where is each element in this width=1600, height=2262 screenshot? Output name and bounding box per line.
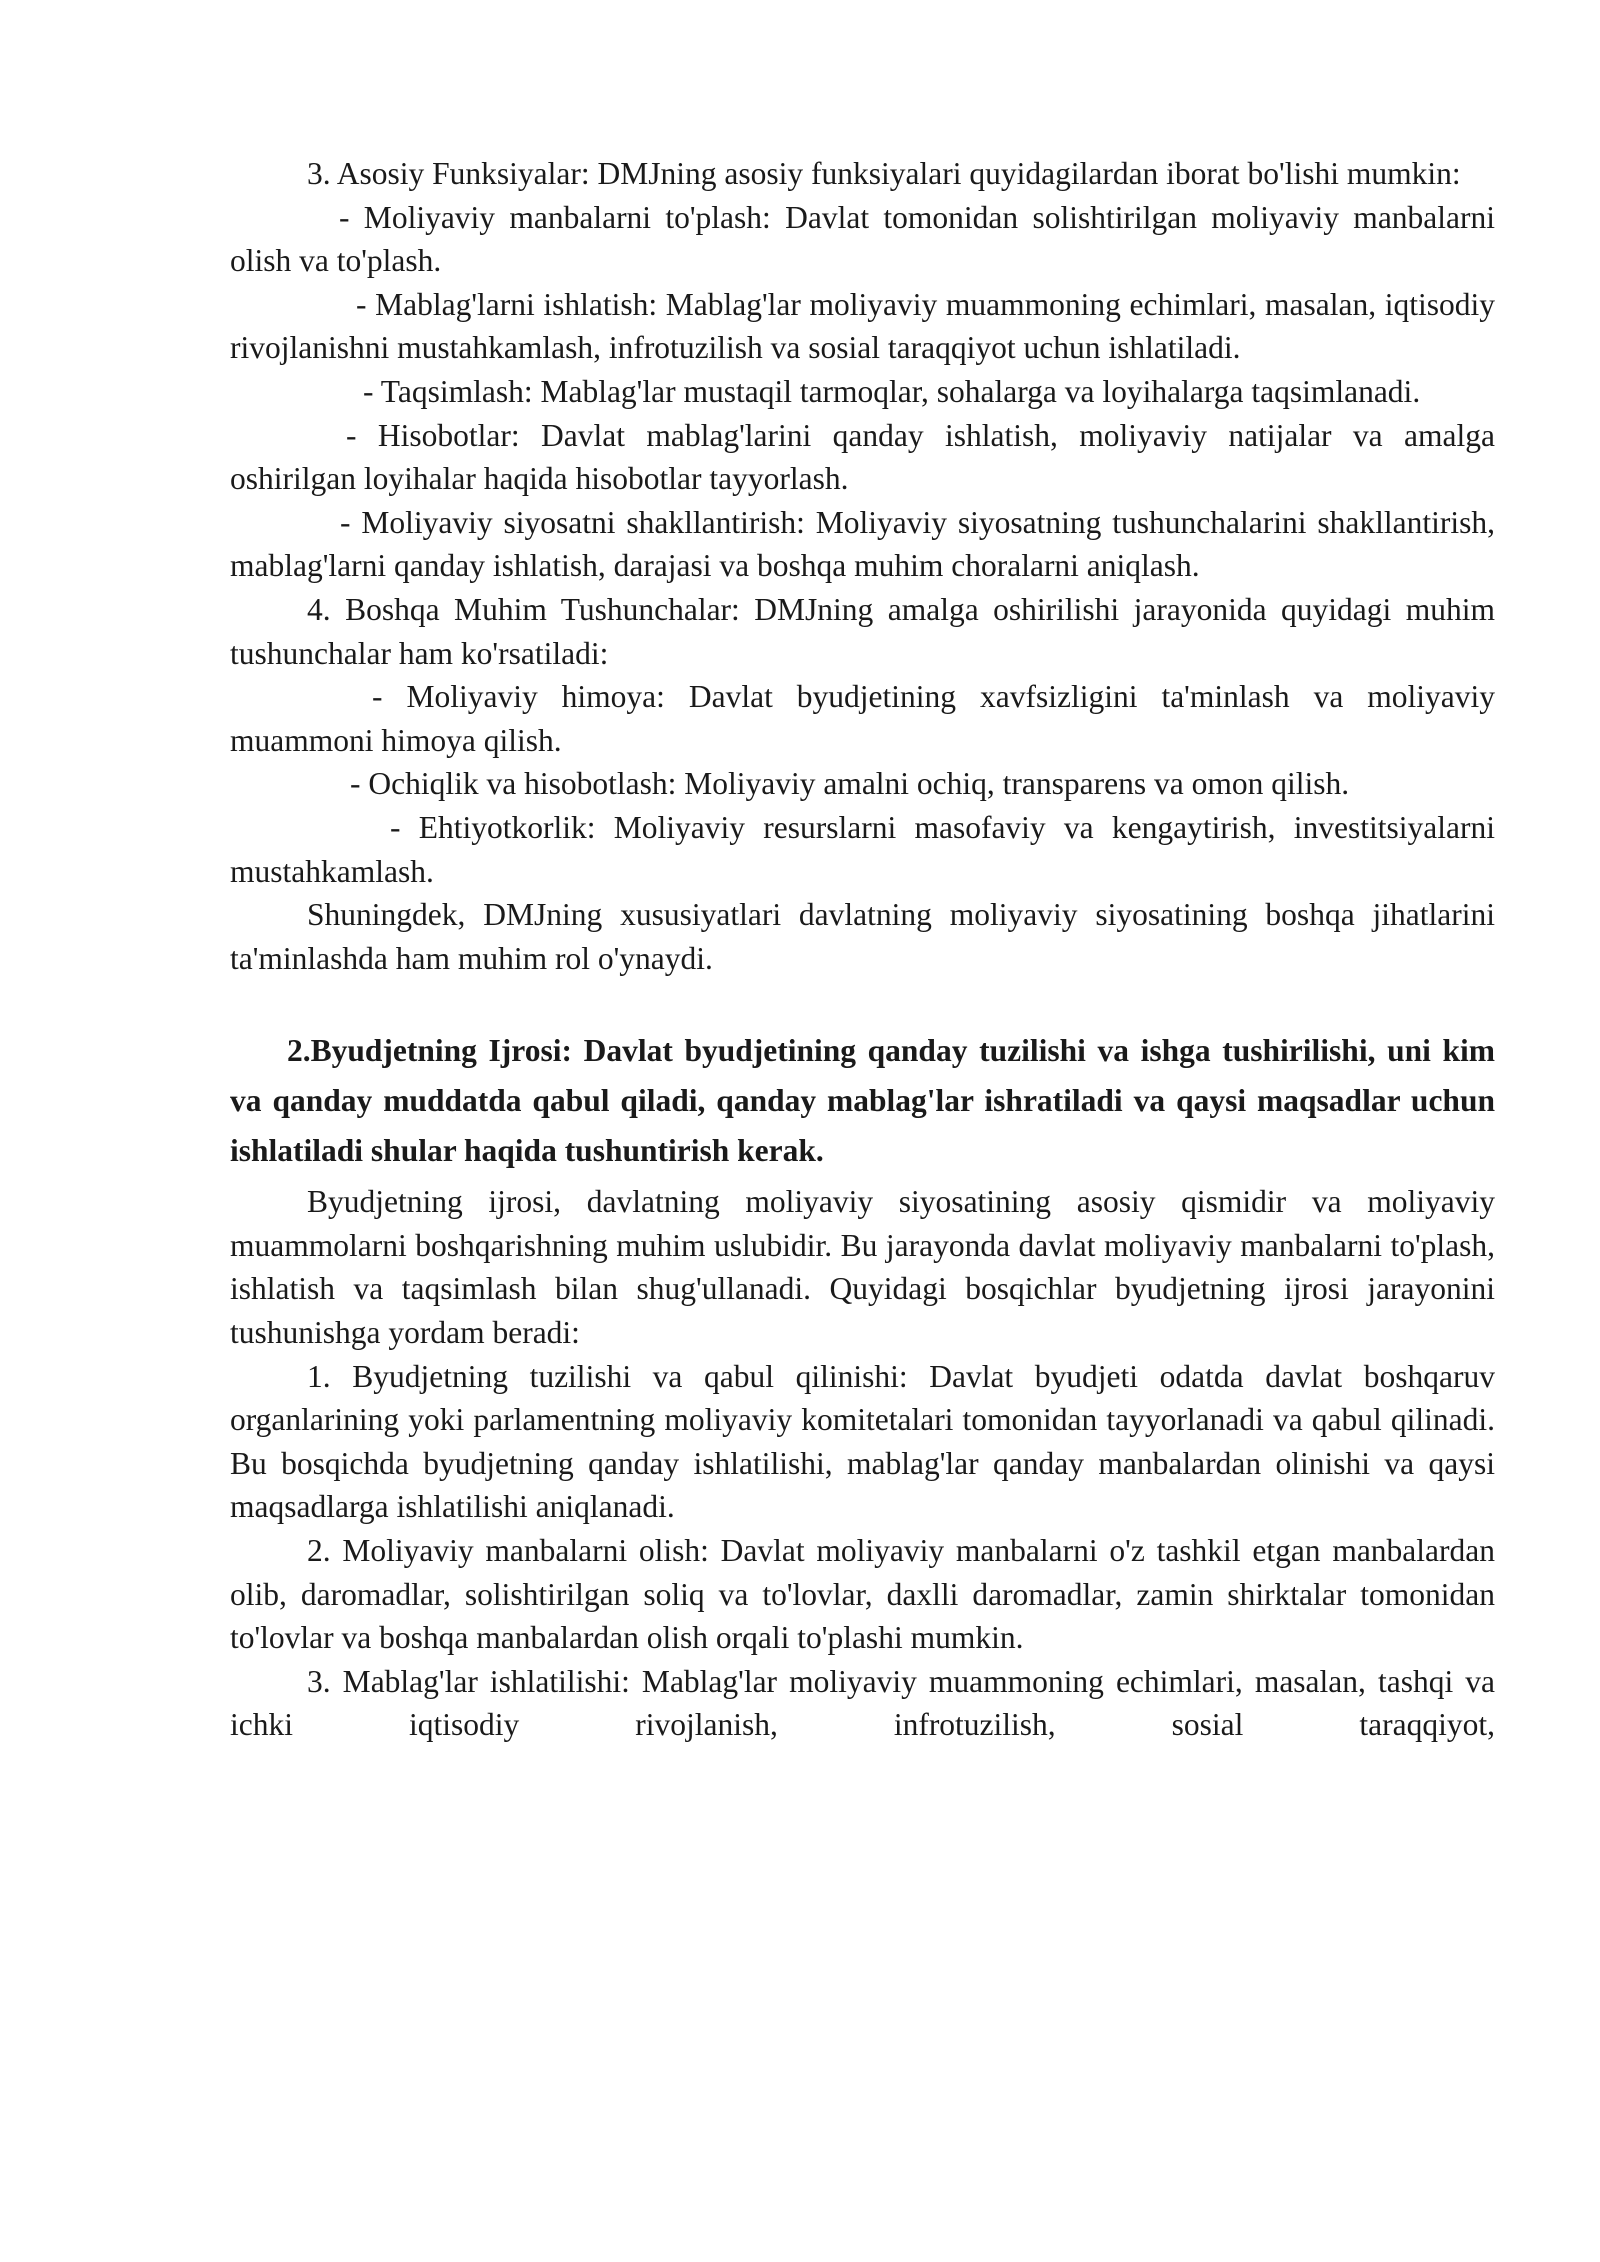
list-item-caution: - Ehtiyotkorlik: Moliyaviy resurslarni masofaviy va kengaytirish, investitsiyalarni mustahkamlash. xyxy=(230,809,1495,889)
paragraph-step-3: 3. Mablag'lar ishlatilishi: Mablag'lar moliyaviy muammoning echimlari, masalan, tashqi va ichki iqtisodiy rivojlanish, infrotuzilish, sosial taraqqiyot, xyxy=(230,1663,1495,1743)
list-item-openness-reporting: - Ochiqlik va hisobotlash: Moliyaviy amalni ochiq, transparens va omon qilish. xyxy=(350,766,1350,802)
paragraph-budget-execution-intro: Byudjetning ijrosi, davlatning moliyaviy siyosatining asosiy qismidir va moliyaviy muammolarni boshqarishning muhim uslubidir. Bu jarayonda davlat moliyaviy manbalarni to'plash, ishlatish va taqsimlash bilan shug'ullanadi. Quyidagi bosqichlar byudjetning ijrosi jarayonini tushunishga yordam beradi: xyxy=(230,1184,1495,1351)
paragraph-step-1: 1. Byudjetning tuzilishi va qabul qilinishi: Davlat byudjeti odatda davlat boshqaruv organlarining yoki parlamentning moliyaviy komitetalari tomonidan tayyorlanadi va qabul qilinadi. Bu bosqichda byudjetning qanday ishlatilishi, mablag'lar qanday manbalardan olinishi va qaysi maqsadlarga ishlatilishi aniqlanadi. xyxy=(230,1358,1495,1525)
paragraph-other-concepts: 4. Boshqa Muhim Tushunchalar: DMJning amalga oshirilishi jarayonida quyidagi muhim tushunchalar ham ko'rsatiladi: xyxy=(230,591,1495,671)
list-item-reports: - Hisobotlar: Davlat mablag'larini qanday ishlatish, moliyaviy natijalar va amalga oshirilgan loyihalar haqida hisobotlar tayyorlash. xyxy=(230,417,1495,497)
paragraph-conclusion: Shuningdek, DMJning xususiyatlari davlatning moliyaviy siyosatining boshqa jihatlarini ta'minlashda ham muhim rol o'ynaydi. xyxy=(230,897,1495,976)
paragraph-basic-functions: 3. Asosiy Funksiyalar: DMJning asosiy funksiyalari quyidagilardan iborat bo'lishi mumkin: xyxy=(307,156,1461,191)
document-page xyxy=(230,152,1495,1747)
list-item-financial-protection: - Moliyaviy himoya: Davlat byudjetining xavfsizligini ta'minlash va moliyaviy muammoni himoya qilish. xyxy=(230,679,1495,758)
section-heading: 2.Byudjetning Ijrosi: Davlat byudjetining qanday tuzilishi va ishga tushirilishi, uni kim va qanday muddatda qabul qiladi, qanday mablag'lar ishratiladi va qaysi maqsadlar uchun ishlatiladi shular haqida tushuntirish kerak. xyxy=(230,1033,1495,1169)
list-item-distribution: - Taqsimlash: Mablag'lar mustaqil tarmoqlar, sohalarga va loyihalarga taqsimlanadi. xyxy=(363,373,1421,409)
list-item-use-funds: - Mablag'larni ishlatish: Mablag'lar moliyaviy muammoning echimlari, masalan, iqtisodiy rivojlanishni mustahkamlash, infrotuzilish va sosial taraqqiyot uchun ishlatiladi. xyxy=(230,286,1495,366)
paragraph-step-2: 2. Moliyaviy manbalarni olish: Davlat moliyaviy manbalarni o'z tashkil etgan manbalardan olib, daromadlar, solishtirilgan soliq va to'lovlar, daxlli daromadlar, zamin shirktalar tomonidan to'lovlar va boshqa manbalardan olish orqali to'plashi mumkin. xyxy=(230,1533,1495,1656)
list-item-collect-resources: - Moliyaviy manbalarni to'plash: Davlat tomonidan solishtirilgan moliyaviy manbalarni olish va to'plash. xyxy=(230,199,1495,279)
list-item-financial-policy: - Moliyaviy siyosatni shakllantirish: Moliyaviy siyosatning tushunchalarini shakllantirish, mablag'larni qanday ishlatish, darajasi va boshqa muhim choralarni aniqlash. xyxy=(230,504,1495,584)
